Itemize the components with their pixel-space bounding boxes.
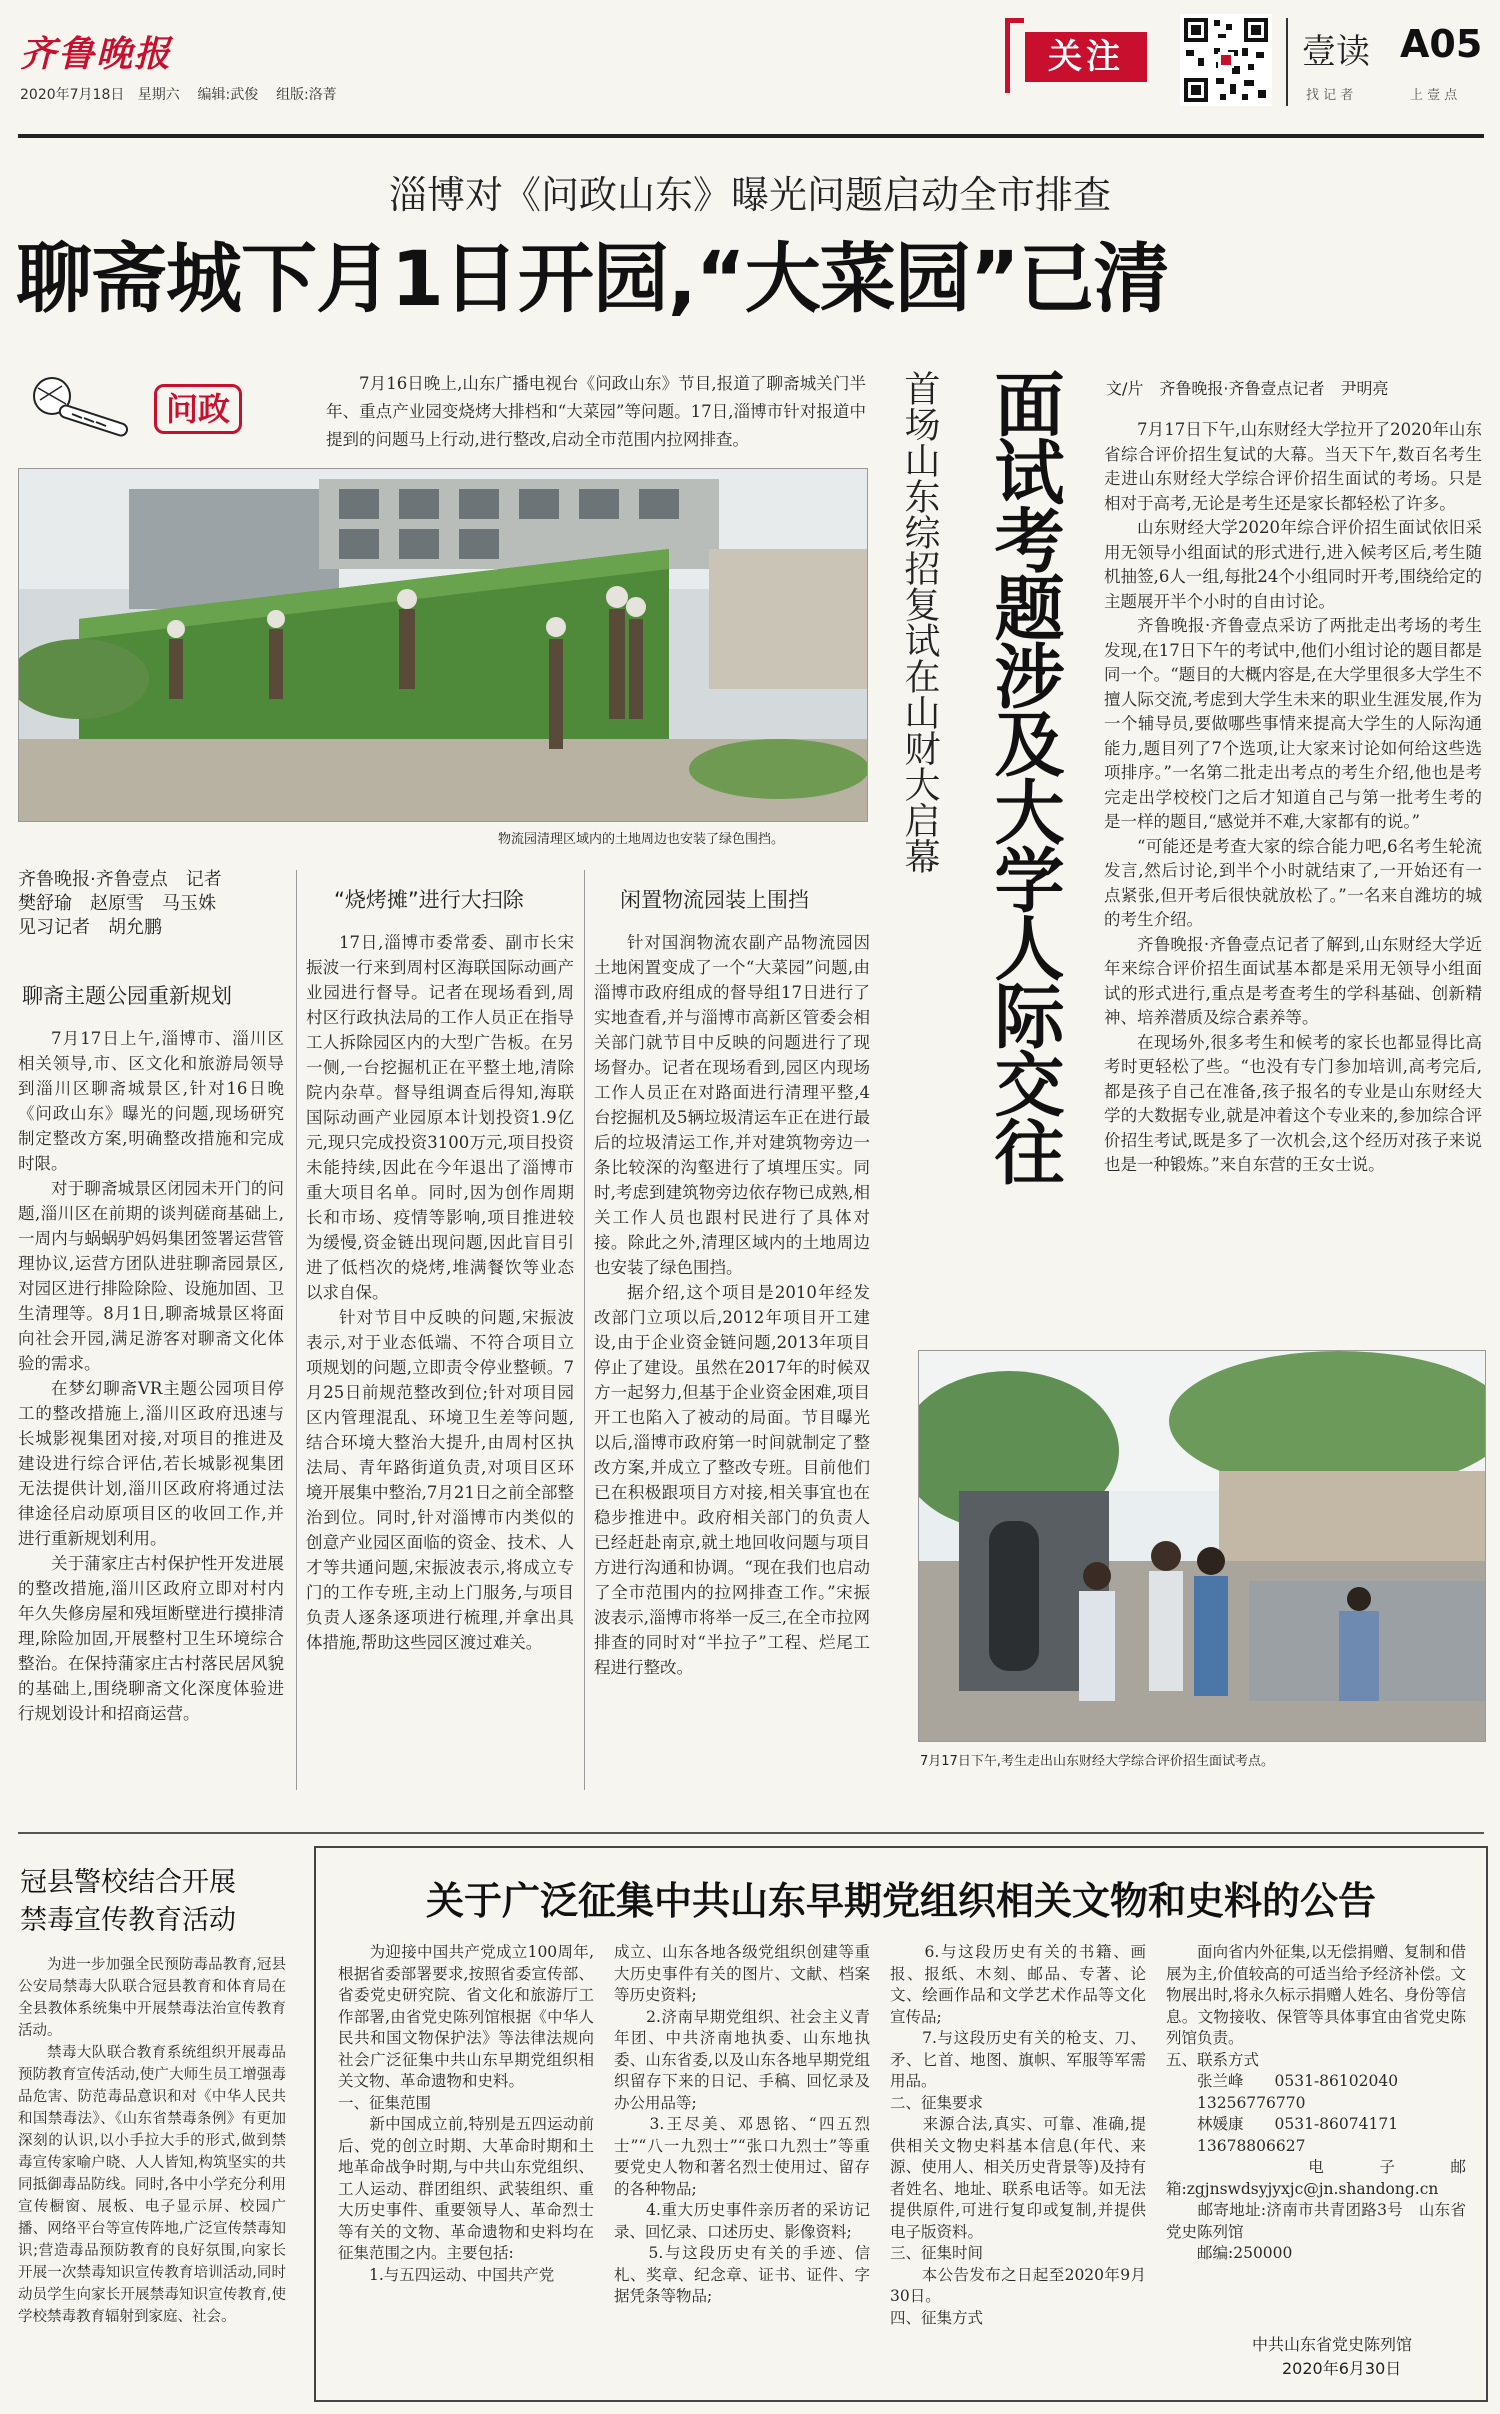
lead-subhead-2: “烧烤摊”进行大扫除 [334,888,524,912]
feature-subhead: 首场山东综招复试在山财大启幕 [899,370,940,874]
editor-credit: 编辑:武俊 [197,87,259,103]
lead-col2-para: 17日,淄博市委常委、副市长宋振波一行来到周村区海联国际动画产业园进行督导。记者在现场看到,周村区行政执法局的工作人员正在指导工人拆除园区内的大型广告板。在另一侧,一台挖掘机正在平整土地,清除院内杂草。督导组调查后得知,海联国际动画产业园原本计划投资1.9亿元,现只完成投资3100万元,项目投资未能持续,因此在今年退出了淄博市重大项目名单。同时,因为创作周期长和市场、疫情等影响,项目推进较为缓慢,资金链出现问题,因此盲目引进了低档次的烧烤,堆满餐饮等业态以求自保。 [306,933,574,1302]
lead-byline-line3: 见习记者 胡允鹏 [18,917,162,938]
tagline-left: 找 记 者 [1306,88,1354,103]
lead-col3-para: 针对国润物流农副产品物流园因土地闲置变成了一个“大菜园”问题,由淄博市政府组成的督导组17日进行了实地查看,并与淄博市高新区管委会相关部门就节目中反映的问题进行了现场督办。记者在现场看到,园区内现场工作人员正在对路面进行清理平整,4台挖掘机及5辆垃圾清运车正在进行最后的垃圾清运工作,并对建筑物旁边一条比较深的沟壑进行了填埋压实。同时,考虑到建筑物旁边依存物已成熟,相关工作人员也跟村民进行了具体对接。除此之外,清理区域内的土地周边也安装了绿色围挡。 [594,933,870,1277]
notice-column-3: 6.与这段历史有关的书籍、画报、报纸、木刻、邮品、专著、论文、绘画作品和文学艺术作品等文化宣传品; 7.与这段历史有关的枪支、刀、矛、匕首、地图、旗帜、军服等军需用品。 二、征集要求 来源合法,真实、可靠、准确,提供相关文物史料基本信息(年代、来源、使用人、相关历史背景等)及持有者姓名、地址、联系电话等。如无法提供原件,可进行复印或复制,并提供电子版资料。 三、征集时间 本公告发布之日起至2020年9月30日。 四、征集方式 [890,1943,1146,2327]
notice-column-1: 为迎接中国共产党成立100周年,根据省委部署要求,按照省委宣传部、省委党史研究院、省文化和旅游厅工作部署,由省党史陈列馆根据《中华人民共和国文物保护法》等法律法规向社会广泛征集中共山东早期党组织相关文物、革命遗物和史料。 一、征集范围 新中国成立前,特别是五四运动前后、党的创立时期、大革命时期和土地革命战争时期,与中共山东党组织、工人运动、群团组织、武装组织、重大历史事件、重要领导人、革命烈士等有关的文物、革命遗物和史料均在征集范围之内。主要包括: 1.与五四运动、中国共产党 [338,1943,594,2284]
lead-col1-para: 关于蒲家庄古村保护性开发进展的整改措施,淄川区政府立即对村内年久失修房屋和残垣断壁进行摸排清理,除险加固,开展整村卫生环境综合整治。在保持蒲家庄古村落民居风貌的基础上,围绕聊斋文化深度体验进行规划设计和招商运营。 [18,1554,284,1723]
feature-para: 齐鲁晚报·齐鲁壹点记者了解到,山东财经大学近年来综合评价招生面试基本都是采用无领导小组面试的形式进行,重点是考查考生的学科基础、创新精神、培养潜质及综合素养等。 [1104,934,1482,1027]
lead-photo-caption: 物流园清理区域内的土地周边也安装了绿色围挡。 [498,832,785,847]
lead-column-1 [18,1026,284,1786]
lead-byline-line2: 樊舒瑜 赵原雪 马玉姝 [18,893,216,914]
construction-site-photo [19,469,867,821]
designer-credit: 组版:洛菁 [276,87,337,103]
notice-box [314,1846,1488,2402]
lead-col1-para: 在梦幻聊斋VR主题公园项目停工的整改措施上,淄川区政府迅速与长城影视集团对接,对项目的推进及建设进行综合评估,若长城影视集团无法提供计划,淄川区政府将通过法律途径启动原项目区的收回工作,并进行重新规划利用。 [18,1379,284,1548]
section-tag-label: 关注 [1025,32,1147,82]
lead-subhead-3: 闲置物流园装上围挡 [620,888,809,912]
feature-para: 齐鲁晚报·齐鲁壹点采访了两批走出考场的考生发现,在17日下午的考试中,他们小组讨论的题目都是同一个。“题目的大概内容是,在大学里很多大学生不擅人际交流,考虑到大学生未来的职业生涯发展,作为一个辅导员,要做哪些事情来提高大学生的人际沟通能力,题目列了7个选项,让大家来讨论如何给这些选项排序。”一名第二批走出考点的考生介绍,他也是考完走出学校校门之后才知道自己与第一批考生考的是一样的题目,“感觉并不难,大家都有的说。” [1104,616,1482,831]
masthead-rule [18,134,1484,138]
notice-signature-org: 中共山东省党史陈列馆 [1252,2335,1413,2354]
notice-column-2: 成立、山东各地各级党组织创建等重大历史事件有关的图片、文献、档案等历史资料; 2.济南早期党组织、社会主义青年团、中共济南地执委、山东地执委、山东省委,以及山东各地早期党组织留存下来的日记、手稿、回忆录及办公用品等; 3.王尽美、邓恩铭、“四五烈士”“八一九烈士”“张口九烈士”等重要党史人物和著名烈士使用过、留存的各种物品; 4.重大历史事件亲历者的采访记录、回忆录、口述历史、影像资料; 5.与这段历史有关的手迹、信札、奖章、纪念章、证书、证件、字据凭条等物品; [614,1943,870,2305]
lead-column-3 [594,930,870,1786]
lead-byline [18,868,298,940]
notice-column-4: 面向省内外征集,以无偿捐赠、复制和借展为主,价值较高的可适当给予经济补偿。文物展出时,将永久标示捐赠人姓名、身份等信息。文物接收、保管等具体事宜由省党史陈列馆负责。 五、联系方式 张兰峰 0531-86102040 13256776770 林媛康 0531-86074171 13678806627 电子邮箱:zgjnswdsyjyxjc@jn.shandong.cn 邮寄地址:济南市共青团路3号 山东省党史陈列馆 邮编:250000 [1166,1943,1466,2262]
feature-byline: 文/片 齐鲁晚报·齐鲁壹点记者 尹明亮 [1106,379,1389,398]
lead-col2-para: 针对节目中反映的问题,宋振波表示,对于业态低端、不符合项目立项规划的问题,立即责令停业整顿。7月25日前规范整改到位;针对项目园区内管理混乱、环境卫生差等问题,结合环境大整治大提升,由周村区执法局、青年路街道负责,对项目区环境开展集中整治,7月21日之前全部整治到位。同时,针对淄博市内类似的创意产业园区面临的资金、技术、人才等共通问题,宋振波表示,将成立专门的工作专班,主动上门服务,与项目负责人逐条逐项进行梳理,并拿出具体措施,帮助这些园区渡过难关。 [306,1308,574,1652]
microphone-icon [22,374,142,442]
side-headline-line1: 冠县警校结合开展 [20,1867,236,1898]
feature-para: “可能还是考查大家的综合能力吧,6名考生轮流发言,然后讨论,到半个小时就结束了,一开始还有一点紧张,但开考后很快就放松了。”一名来自潍坊的城的考生介绍。 [1104,836,1482,929]
page-number: A05 [1400,22,1483,66]
side-story [18,1856,298,2396]
feature-headline: 面试考题涉及大学人际交往 [983,368,1065,1184]
side-headline-line2: 禁毒宣传教育活动 [20,1905,236,1936]
column-name: 壹读 [1302,32,1370,72]
column-badge-label: 问政 [154,384,242,434]
lead-intro [326,370,866,454]
column-badge [22,372,242,444]
feature-para: 7月17日下午,山东财经大学拉开了2020年山东省综合评价招生复试的大幕。当天下午,数百名考生走进山东财经大学综合评价招生面试的考场。只是相对于高考,无论是考生还是家长都轻松了许多。 [1104,420,1482,513]
lead-col1-para: 7月17日上午,淄博市、淄川区相关领导,市、区文化和旅游局领导到淄川区聊斋城景区,针对16日晚《问政山东》曝光的问题,现场研究制定整改方案,明确整改措施和完成时限。 [18,1029,284,1173]
lead-kicker: 淄博对《问政山东》曝光问题启动全市排查 [388,173,1111,217]
side-para: 为进一步加强全民预防毒品教育,冠县公安局禁毒大队联合冠县教育和体育局在全县教体系统集中开展禁毒法治宣传教育活动。 [18,1957,286,2039]
section-tag [1005,18,1155,88]
feature-photo [918,1350,1486,1742]
lead-col3-para: 据介绍,这个项目是2010年经发改部门立项以后,2012年项目开工建设,由于企业资金链问题,2013年项目停止了建设。虽然在2017年的时候双方一起努力,但基于企业资金困难,项目开工也陷入了被动的局面。节目曝光以后,淄博市政府第一时间就制定了整改方案,并成立了整改专班。目前他们已在积极跟项目方对接,相关事宜也在稳步推进中。政府相关部门的负责人已经赶赴南京,就土地回收问题与项目方进行沟通和协调。“现在我们也启动了全市范围内的拉网排查工作。”宋振波表示,淄博市将举一反三,在全市拉网排查的同时对“半拉子”工程、烂尾工程进行整改。 [594,1283,870,1677]
lead-subhead-1: 聊斋主题公园重新规划 [22,984,232,1008]
exam-site-photo [919,1351,1485,1741]
lead-intro-text: 7月16日晚上,山东广播电视台《问政山东》节目,报道了聊斋城关门半年、重点产业园变烧烤大排档和“大菜园”等问题。17日,淄博市针对报道中提到的问题马上行动,进行整改,启动全市范围内拉网排查。 [326,374,866,449]
feature-photo-caption: 7月17日下午,考生走出山东财经大学综合评价招生面试考点。 [920,1754,1274,1769]
notice-signature-date: 2020年6月30日 [1282,2359,1402,2378]
side-body [18,1954,286,2394]
issue-weekday: 星期六 [137,87,180,103]
side-para: 禁毒大队联合教育系统组织开展毒品预防教育宣传活动,使广大师生员工增强毒品危害、防范毒品意识和对《中华人民共和国禁毒法》、《山东省禁毒条例》有更加深刻的认识,以小手拉大手的形式,做到禁毒宣传家喻户晓、人人皆知,构筑坚实的共同抵御毒品防线。同时,各中小学充分利用宣传橱窗、展板、电子显示屏、校园广播、网络平台等宣传阵地,广泛宣传禁毒知识;营造毒品预防教育的良好氛围,向家长开展一次禁毒知识宣传教育培训活动,同时动员学生向家长开展禁毒知识宣传教育,使学校禁毒教育辐射到家庭、社会。 [18,2045,286,2325]
feature-body [1104,418,1482,1310]
issue-info [20,84,337,104]
lead-byline-line1: 齐鲁晚报·齐鲁壹点 记者 [18,869,222,890]
qr-code [1180,14,1272,106]
lead-column-2 [306,930,574,1786]
feature-para: 山东财经大学2020年综合评价招生面试依旧采用无领导小组面试的形式进行,进入候考区后,考生随机抽签,6人一组,每批24个小组同时开考,围绕给定的主题展开半个小时的自由讨论。 [1104,518,1482,611]
newspaper-logo: 齐鲁晚报 [20,33,173,75]
lead-headline: 聊斋城下月1日开园,“大菜园”已清 [16,234,1169,323]
notice-headline: 关于广泛征集中共山东早期党组织相关文物和史料的公告 [425,1879,1376,1923]
issue-date: 2020年7月18日 [20,87,125,103]
tagline-right: 上 壹 点 [1410,88,1458,103]
feature-para: 在现场外,很多考生和候考的家长也都显得比高考时更轻松了些。“也没有专门参加培训,高考完后,都是孩子自己在准备,孩子报名的专业是山东财经大学的大数据专业,就是冲着这个专业来的,参加综合评价招生考试,既是多了一次机会,这个经历对孩子来说也是一种锻炼。”来自东营的王女士说。 [1104,1032,1482,1174]
masthead [0,0,1500,140]
lead-col1-para: 对于聊斋城景区闭园未开门的问题,淄川区在前期的谈判磋商基础上,一周内与蜗蜗驴妈妈集团签署运营管理协议,运营方团队进驻聊斋园景区,对园区进行排险除险、设施加固、卫生清理等。8月1日,聊斋城景区将面向社会开园,满足游客对聊斋文化体验的需求。 [18,1179,284,1373]
lead-photo [18,468,868,822]
